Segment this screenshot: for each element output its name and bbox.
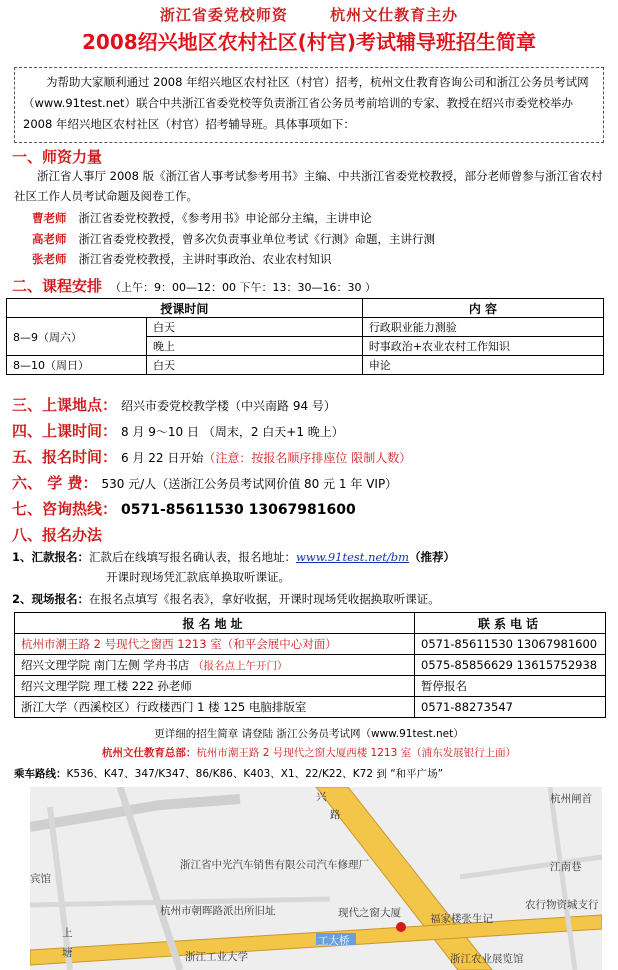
location-heading: 三、上课地点： (12, 396, 118, 414)
signup-time-heading: 五、报名时间： (12, 448, 118, 466)
teacher-name: 张老师 (32, 252, 67, 266)
hotline-heading: 七、咨询热线： (12, 500, 118, 518)
map-roads (30, 787, 602, 970)
sites-col-addr: 报名地址 (15, 613, 415, 634)
bus-line (14, 766, 443, 781)
signup-link[interactable]: www.91test.net/bm (296, 550, 410, 564)
table-row (7, 318, 604, 337)
signup-time-line (12, 446, 411, 467)
map-label: 杭州市朝晖路派出所旧址 (160, 905, 276, 917)
teacher-desc: 浙江省委党校教授，《参考用书》申论部分主编，主讲申论 (78, 211, 372, 225)
location-line (12, 394, 336, 415)
location-map[interactable] (30, 787, 602, 970)
schedule-slot: 白天 (147, 356, 363, 375)
teacher-desc: 浙江省委党校教授，曾多次负责事业单位考试《行测》命题，主讲行测 (78, 232, 435, 246)
organizer-left: 浙江省委党校师资 (159, 6, 288, 24)
site-note: （报名点上午开门） (192, 660, 288, 672)
schedule-col-time: 授课时间 (7, 299, 363, 318)
method-remit-label: 1、汇款报名： (12, 550, 90, 564)
class-time-heading: 四、上课时间： (12, 422, 118, 440)
table-row (15, 676, 606, 697)
map-label: 现代之窗大厦 (338, 907, 401, 919)
schedule-date: 8—9（周六） (7, 318, 147, 356)
site-phone: 暂停报名 (415, 676, 606, 697)
bus-routes: K536、K47、347/K347、86/K86、K403、X1、22/K22、K72 到 “和平广场” (66, 768, 444, 780)
schedule-content: 申论 (362, 356, 603, 375)
hotline-numbers: 0571-85611530 13067981600 (121, 502, 356, 518)
section-teachers-heading: 一、师资力量 (12, 148, 103, 166)
map-label: 上 (62, 927, 73, 939)
method-remit-line2: 开课时现场凭汇款底单换取听课证。 (106, 570, 290, 584)
method-remit (12, 548, 455, 567)
section-schedule-heading (12, 275, 376, 296)
map-label: 路 (330, 809, 341, 821)
map-label: 杭州闸首 (550, 793, 592, 805)
hq-label: 杭州文仕教育总部： (101, 747, 197, 759)
table-row (15, 655, 606, 676)
teacher-name: 高老师 (32, 232, 67, 246)
method-remit-text: 汇款后在线填写报名确认表，报名地址： (89, 550, 297, 564)
method-remit-tail: （推荐） (409, 550, 456, 564)
bus-label: 乘车路线： (14, 768, 67, 780)
location-text: 绍兴市委党校教学楼（中兴南路 94 号） (121, 399, 336, 413)
teacher-name: 曹老师 (32, 211, 67, 225)
class-time-line (12, 420, 344, 441)
site-phone: 0575-85856629 13615752938 (415, 655, 606, 676)
site-address: 杭州市潮王路 2 号现代之窗西 1213 室（和平会展中心对面） (15, 634, 415, 655)
schedule-slot: 晚上 (147, 337, 363, 356)
organizer-right: 杭州文仕教育主办 (330, 6, 459, 24)
method-onsite (12, 590, 440, 609)
map-label: 浙江省中光汽车销售有限公司汽车修理厂 (180, 859, 369, 871)
intro-box (14, 67, 604, 143)
schedule-table (6, 298, 604, 375)
map-label: 宾馆 (30, 873, 51, 885)
schedule-date: 8—10（周日） (7, 356, 147, 375)
hq-line (0, 745, 618, 760)
teacher-row (32, 229, 435, 249)
table-row (7, 356, 604, 375)
more-info-line: 更详细的招生简章 请登陆 浙江公务员考试网（www.91test.net） (154, 728, 464, 740)
site-address: 浙江大学（西溪校区）行政楼西门 1 楼 125 电脑排版室 (15, 697, 415, 718)
page-title: 2008绍兴地区农村社区(村官)考试辅导班招生简章 (82, 30, 536, 54)
schedule-col-content: 内 容 (362, 299, 603, 318)
hotline-line (12, 498, 356, 519)
map-label: 浙江工业大学 (185, 951, 248, 963)
teacher-row (32, 249, 332, 269)
schedule-heading-text: 二、课程安排 (12, 277, 103, 295)
class-time-text: 8 月 9～10 日 （周末，2 白天+1 晚上） (121, 425, 344, 439)
signup-time-note: （注意：按报名顺序排座位 限制人数） (203, 451, 412, 465)
teacher-desc: 浙江省委党校教授，主讲时事政治、农业农村知识 (78, 252, 332, 266)
teacher-row (32, 208, 372, 228)
tuition-line (12, 472, 397, 493)
hq-address: 杭州市潮王路 2 号现代之窗大厦西楼 1213 室（浦东发展银行上面） (196, 747, 517, 759)
map-label: 福家楼张生记 (430, 913, 493, 925)
map-label: 江南巷 (550, 861, 582, 873)
map-label: 工大桥 (318, 935, 350, 947)
method-onsite-label: 2、现场报名： (12, 592, 90, 606)
method-onsite-text: 在报名点填写《报名表》，拿好收据，开课时现场凭收据换取听课证。 (89, 592, 440, 606)
site-phone: 0571-88273547 (415, 697, 606, 718)
signup-sites-table (14, 612, 606, 718)
sites-col-phone: 联系电话 (415, 613, 606, 634)
teachers-intro: 浙江省人事厅 2008 版《浙江省人事考试参考用书》主编、中共浙江省委党校教授，部分老师曾参与浙江省农村社区工作人员考试命题及阅卷工作。 (14, 169, 603, 203)
tuition-heading: 六、 学 费： (12, 474, 98, 492)
schedule-hours-note: （上午：9：00—12：00 下午：13：30—16：30 ） (110, 281, 376, 294)
site-address: 绍兴文理学院 理工楼 222 孙老师 (15, 676, 415, 697)
map-label: 塘 (62, 947, 73, 959)
schedule-content: 行政职业能力测验 (362, 318, 603, 337)
site-address: 绍兴文理学院 南门左侧 学舟书店 (21, 658, 190, 672)
signup-time-text: 6 月 22 日开始 (121, 451, 204, 465)
organizer-line (0, 4, 618, 25)
map-label: 浙江农业展览馆 (450, 953, 524, 965)
schedule-content: 时事政治+农业农村工作知识 (362, 337, 603, 356)
table-row (15, 697, 606, 718)
map-label: 兴 (316, 791, 327, 803)
map-label: 农行物资城支行 (525, 899, 599, 911)
site-phone: 0571-85611530 13067981600 (415, 634, 606, 655)
site-address-cell (15, 655, 415, 676)
tuition-text: 530 元/人（送浙江公务员考试网价值 80 元 1 年 VIP） (101, 477, 398, 491)
section-signup-heading: 八、报名办法 (12, 526, 103, 544)
intro-text: 为帮助大家顺利通过 2008 年绍兴地区农村社区（村官）招考，杭州文仕教育咨询公司和浙江公务员考试网（www.91test.net）联合中共浙江省委党校等负责浙江省公务员考前培训的专家、教授在绍兴市委党校举办 2008 年绍兴地区农村社区（村官）招考辅导班。具体事项如下： (23, 75, 589, 131)
schedule-slot: 白天 (147, 318, 363, 337)
table-row (15, 634, 606, 655)
